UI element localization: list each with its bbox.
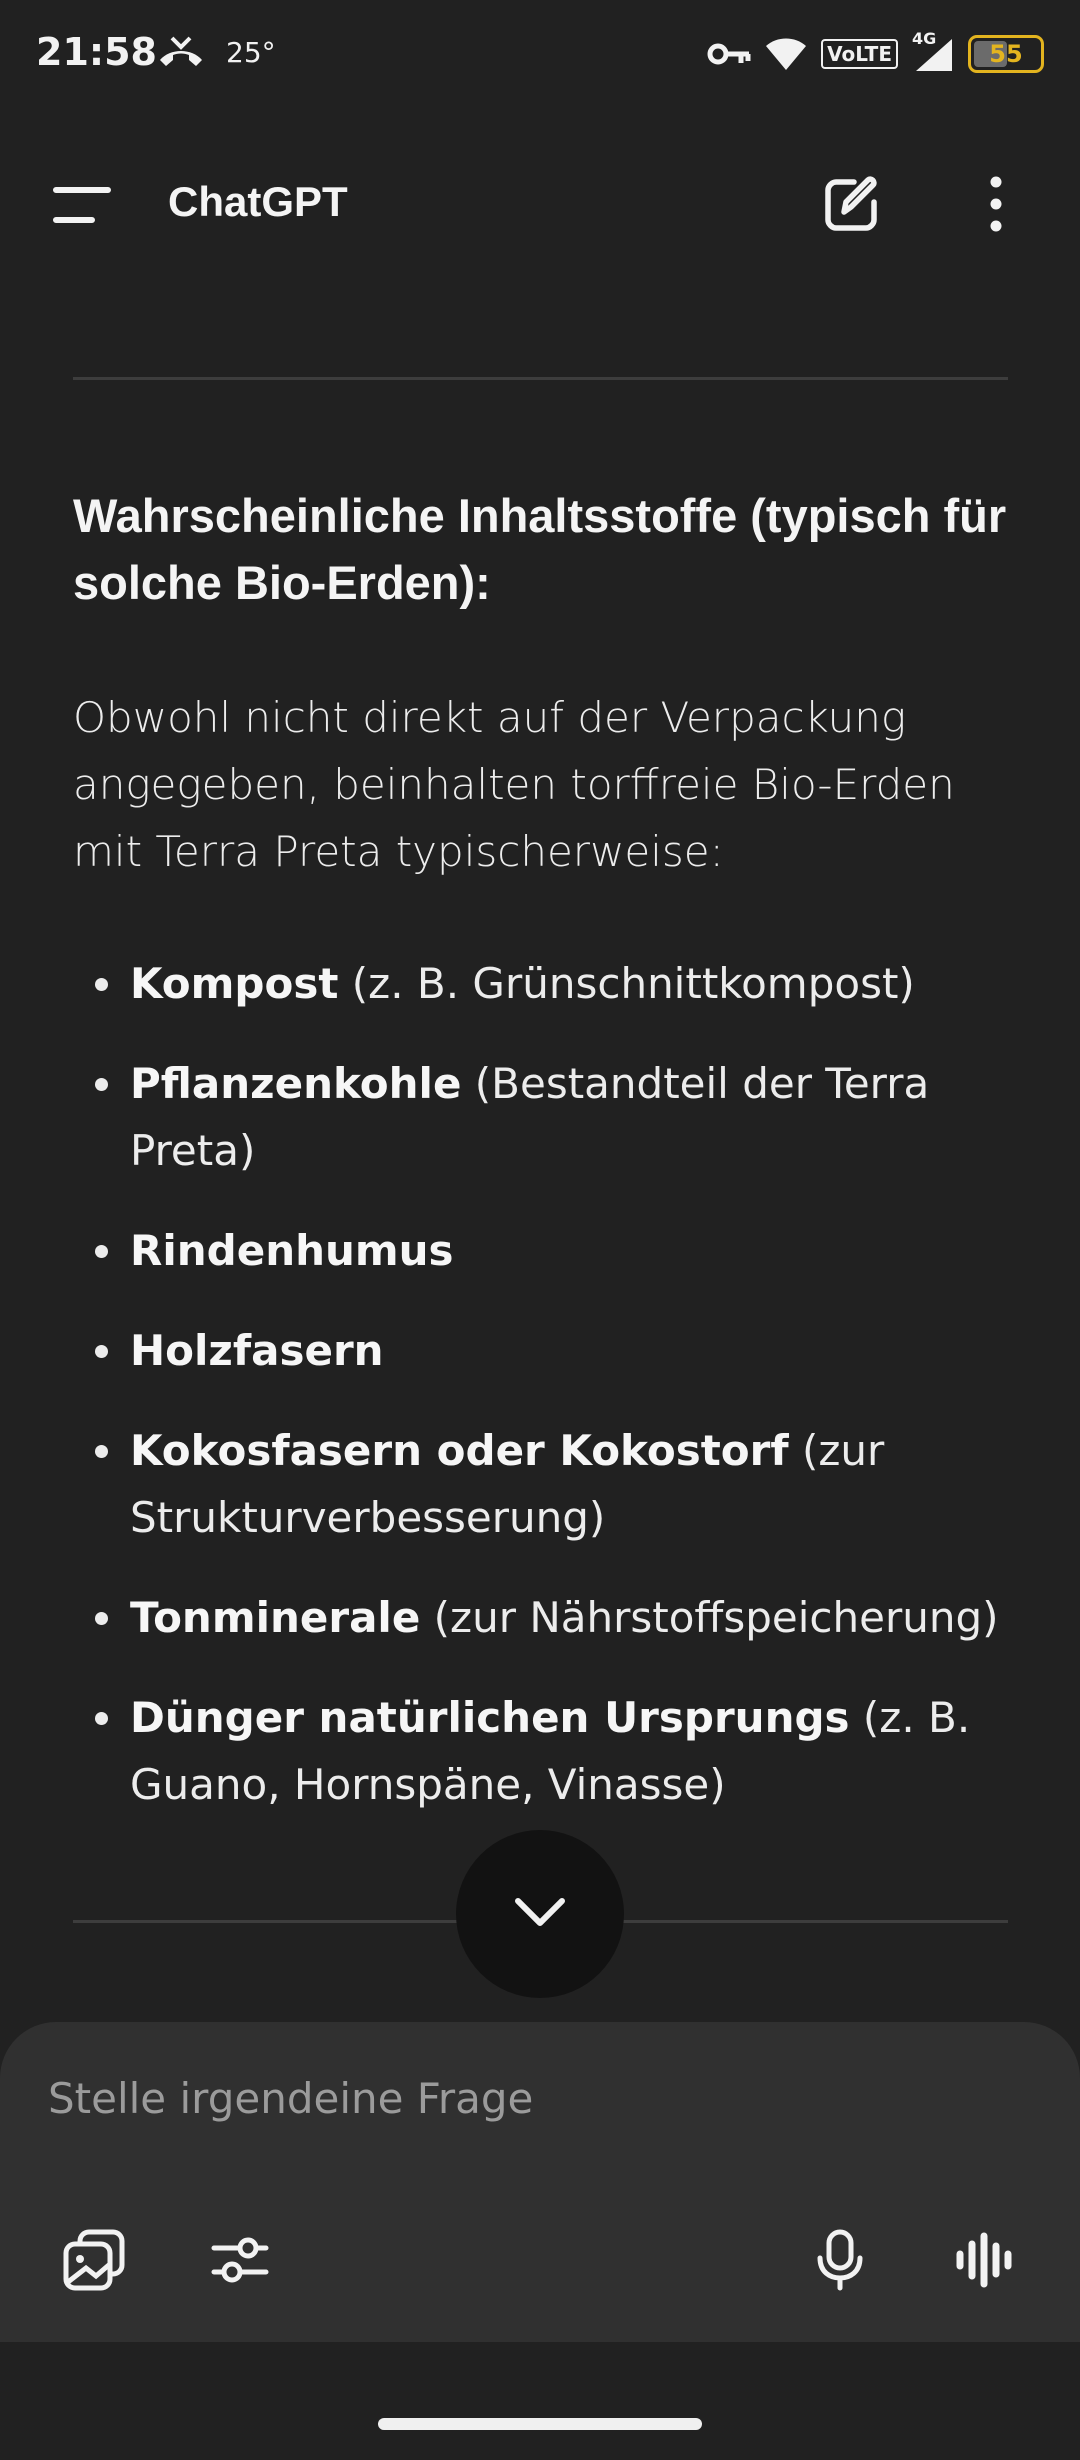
list-item-bold: Holzfasern [130,1326,384,1375]
list-item-detail: (z. B. Grünschnittkompost) [338,959,915,1008]
network-gen-label: 4G [912,29,937,48]
list-item [73,1217,1008,1284]
divider [73,377,1008,380]
status-bar [0,0,1080,110]
list-item [73,1050,1008,1184]
list-item-bold: Dünger natürlichen Ursprungs [130,1693,850,1742]
menu-icon[interactable] [52,182,114,228]
volte-badge: VoLTE [821,39,898,69]
voice-mode-icon[interactable] [948,2224,1020,2296]
list-item [73,1317,1008,1384]
missed-call-icon [156,34,206,74]
battery-percent: 55 [989,40,1023,68]
list-item [73,1684,1008,1818]
list-item-bold: Kokosfasern oder Kokostorf [130,1426,789,1475]
vpn-key-icon [707,39,751,69]
section-heading: Wahrscheinliche Inhaltsstoffe (typisch für solche Bio-Erden): [73,489,1007,609]
app-title[interactable]: ChatGPT [168,178,348,225]
list-item-detail: (zur Nährstoffspeicherung) [420,1593,999,1642]
battery-icon [968,35,1044,73]
list-item-bold: Pflanzenkohle [130,1059,462,1108]
image-gallery-icon[interactable] [58,2224,130,2296]
app-header [0,150,1080,260]
list-item [73,950,1008,1017]
list-item-bold: Rindenhumus [130,1226,454,1275]
status-icons [707,30,1044,78]
composer [0,2022,1080,2342]
wifi-icon [765,36,807,72]
list-item-detail: (Bestandteil der Terra Preta) [130,1059,930,1175]
signal-icon [912,29,954,73]
status-time: 21:58 [36,30,157,74]
list-item-detail: (zur Strukturverbesserung) [130,1426,885,1542]
tools-sliders-icon[interactable] [204,2224,276,2296]
home-handle[interactable] [378,2418,702,2430]
system-nav-bar [0,2342,1080,2460]
new-chat-icon[interactable] [820,172,884,236]
ingredients-list [73,950,1008,1851]
list-item-detail: (z. B. Guano, Hornspäne, Vinasse) [130,1693,971,1809]
more-vert-icon[interactable] [976,172,1016,236]
list-item [73,1417,1008,1551]
chevron-down-icon [512,1895,568,1934]
microphone-icon[interactable] [804,2224,876,2296]
scroll-down-button[interactable] [456,1830,624,1998]
status-temperature: 25° [226,36,276,69]
intro-paragraph: Obwohl nicht direkt auf der Verpackung angegeben, beinhalten torffreie Bio-Erden mit Terra Preta typischerweise: [73,693,955,876]
list-item-bold: Tonminerale [130,1593,421,1642]
message-input[interactable]: Stelle irgendeine Frage [48,2074,534,2123]
list-item [73,1584,1008,1651]
list-item-bold: Kompost [130,959,339,1008]
